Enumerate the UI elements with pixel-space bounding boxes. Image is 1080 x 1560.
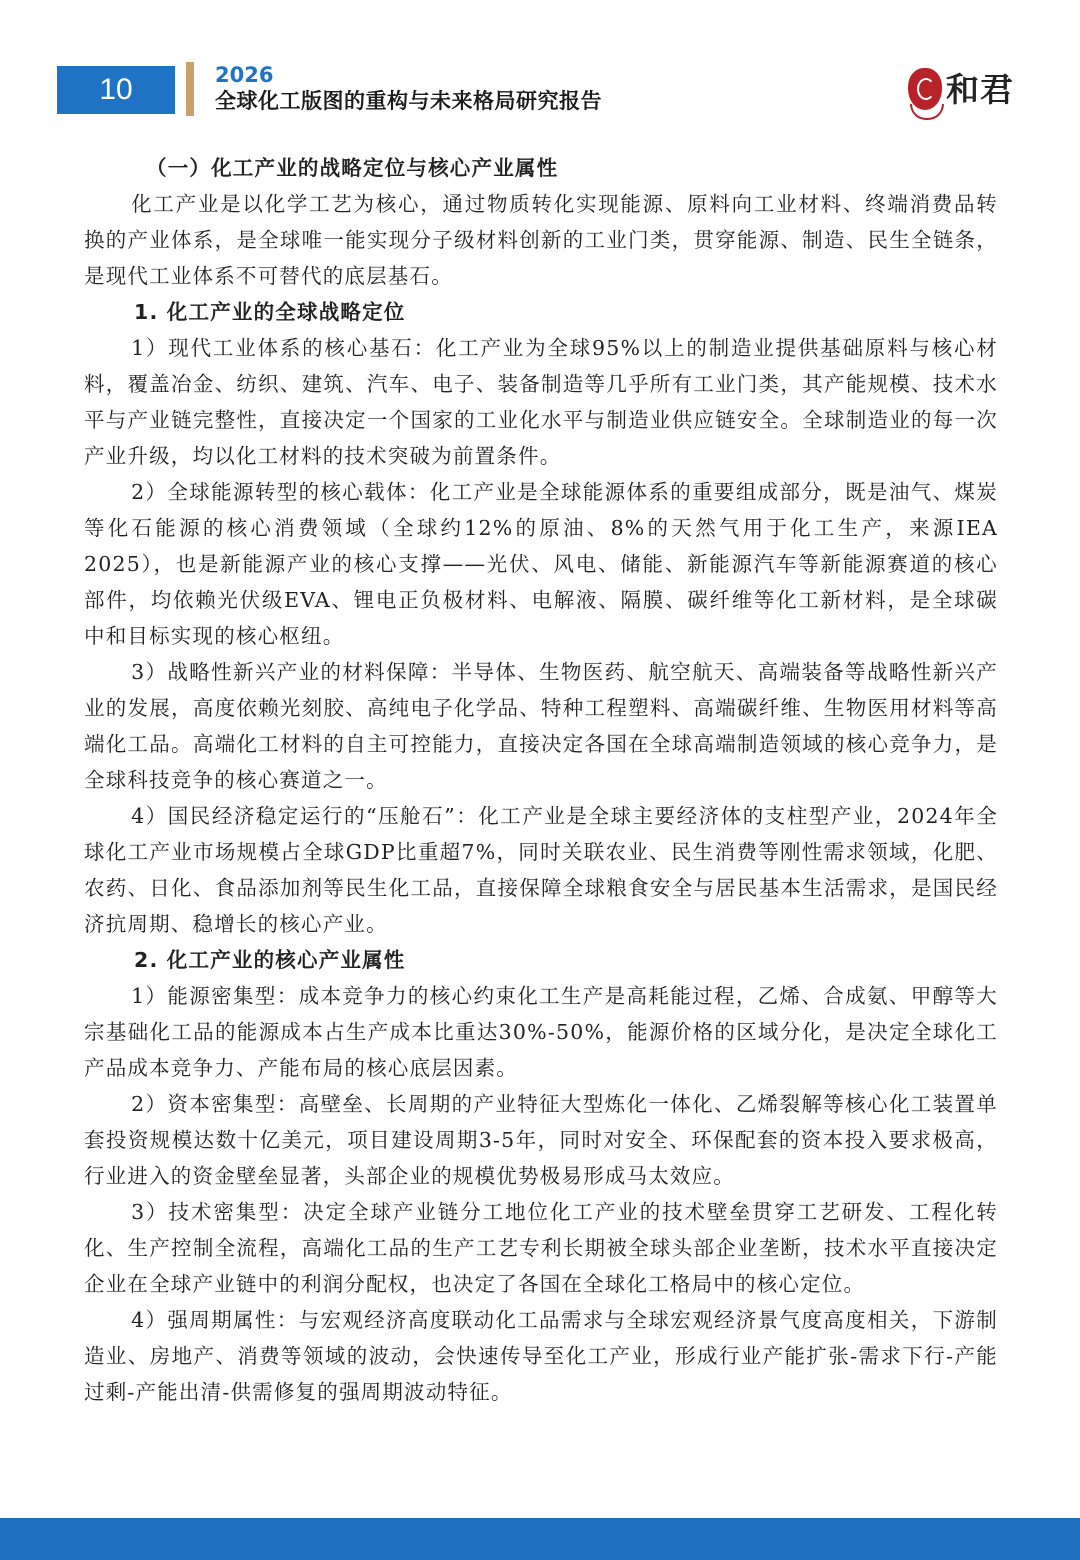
logo-text: 和君 [946, 70, 1014, 109]
header-divider [186, 62, 194, 116]
section-heading: （一）化工产业的战略定位与核心产业属性 [146, 156, 559, 180]
brand-logo [908, 66, 1043, 122]
paragraph: 2）资本密集型：高壁垒、长周期的产业特征大型炼化一体化、乙烯裂解等核心化工装置单套投资规模达数十亿美元，项目建设周期3-5年，同时对安全、环保配套的资本投入要求极高，行业进入的资金壁垒显著，头部企业的规模优势极易形成马太效应。 [84, 1092, 998, 1188]
footer-bar [0, 1518, 1080, 1560]
report-year: 2026 [215, 63, 274, 87]
paragraph: 4）强周期属性：与宏观经济高度联动化工品需求与全球宏观经济景气度高度相关，下游制造业、房地产、消费等领域的波动，会快速传导至化工产业，形成行业产能扩张-需求下行-产能过剩-产能出清-供需修复的强周期波动特征。 [84, 1308, 998, 1404]
page-number: 10 [57, 66, 175, 114]
paragraph: 1）能源密集型：成本竞争力的核心约束化工生产是高耗能过程，乙烯、合成氨、甲醇等大宗基础化工品的能源成本占生产成本比重达30%-50%，能源价格的区域分化，是决定全球化工产品成本竞争力、产能布局的核心底层因素。 [84, 984, 998, 1080]
document-body [84, 150, 998, 1410]
subsection-heading-1: 1. 化工产业的全球战略定位 [134, 300, 406, 324]
paragraph: 3）战略性新兴产业的材料保障：半导体、生物医药、航空航天、高端装备等战略性新兴产业的发展，高度依赖光刻胶、高纯电子化学品、特种工程塑料、高端碳纤维、生物医用材料等高端化工品。高端化工材料的自主可控能力，直接决定各国在全球高端制造领域的核心竞争力，是全球科技竞争的核心赛道之一。 [84, 660, 998, 792]
paragraph: 4）国民经济稳定运行的“压舱石”：化工产业是全球主要经济体的支柱型产业，2024年全球化工产业市场规模占全球GDP比重超7%，同时关联农业、民生消费等刚性需求领域，化肥、农药、日化、食品添加剂等民生化工品，直接保障全球粮食安全与居民基本生活需求，是国民经济抗周期、稳增长的核心产业。 [84, 804, 998, 936]
logo-swirl-icon [910, 104, 944, 120]
subsection-heading-2: 2. 化工产业的核心产业属性 [134, 948, 406, 972]
section-intro: 化工产业是以化学工艺为核心，通过物质转化实现能源、原料向工业材料、终端消费品转换的产业体系，是全球唯一能实现分子级材料创新的工业门类，贯穿能源、制造、民生全链条，是现代工业体系不可替代的底层基石。 [84, 192, 998, 288]
paragraph: 2）全球能源转型的核心载体：化工产业是全球能源体系的重要组成部分，既是油气、煤炭等化石能源的核心消费领域（全球约12%的原油、8%的天然气用于化工生产，来源IEA 2025），也是新能源产业的核心支撑——光伏、风电、储能、新能源汽车等新能源赛道的核心部件，均依赖光伏级EVA、锂电正负极材料、电解液、隔膜、碳纤维等化工新材料，是全球碳中和目标实现的核心枢纽。 [84, 480, 998, 648]
report-title: 全球化工版图的重构与未来格局研究报告 [215, 89, 602, 113]
paragraph: 3）技术密集型：决定全球产业链分工地位化工产业的技术壁垒贯穿工艺研发、工程化转化、生产控制全流程，高端化工品的生产工艺专利长期被全球头部企业垄断，技术水平直接决定企业在全球产业链中的利润分配权，也决定了各国在全球化工格局中的核心定位。 [84, 1200, 998, 1296]
paragraph: 1）现代工业体系的核心基石：化工产业为全球95%以上的制造业提供基础原料与核心材料，覆盖冶金、纺织、建筑、汽车、电子、装备制造等几乎所有工业门类，其产能规模、技术水平与产业链完整性，直接决定一个国家的工业化水平与制造业供应链安全。全球制造业的每一次产业升级，均以化工材料的技术突破为前置条件。 [84, 336, 998, 468]
